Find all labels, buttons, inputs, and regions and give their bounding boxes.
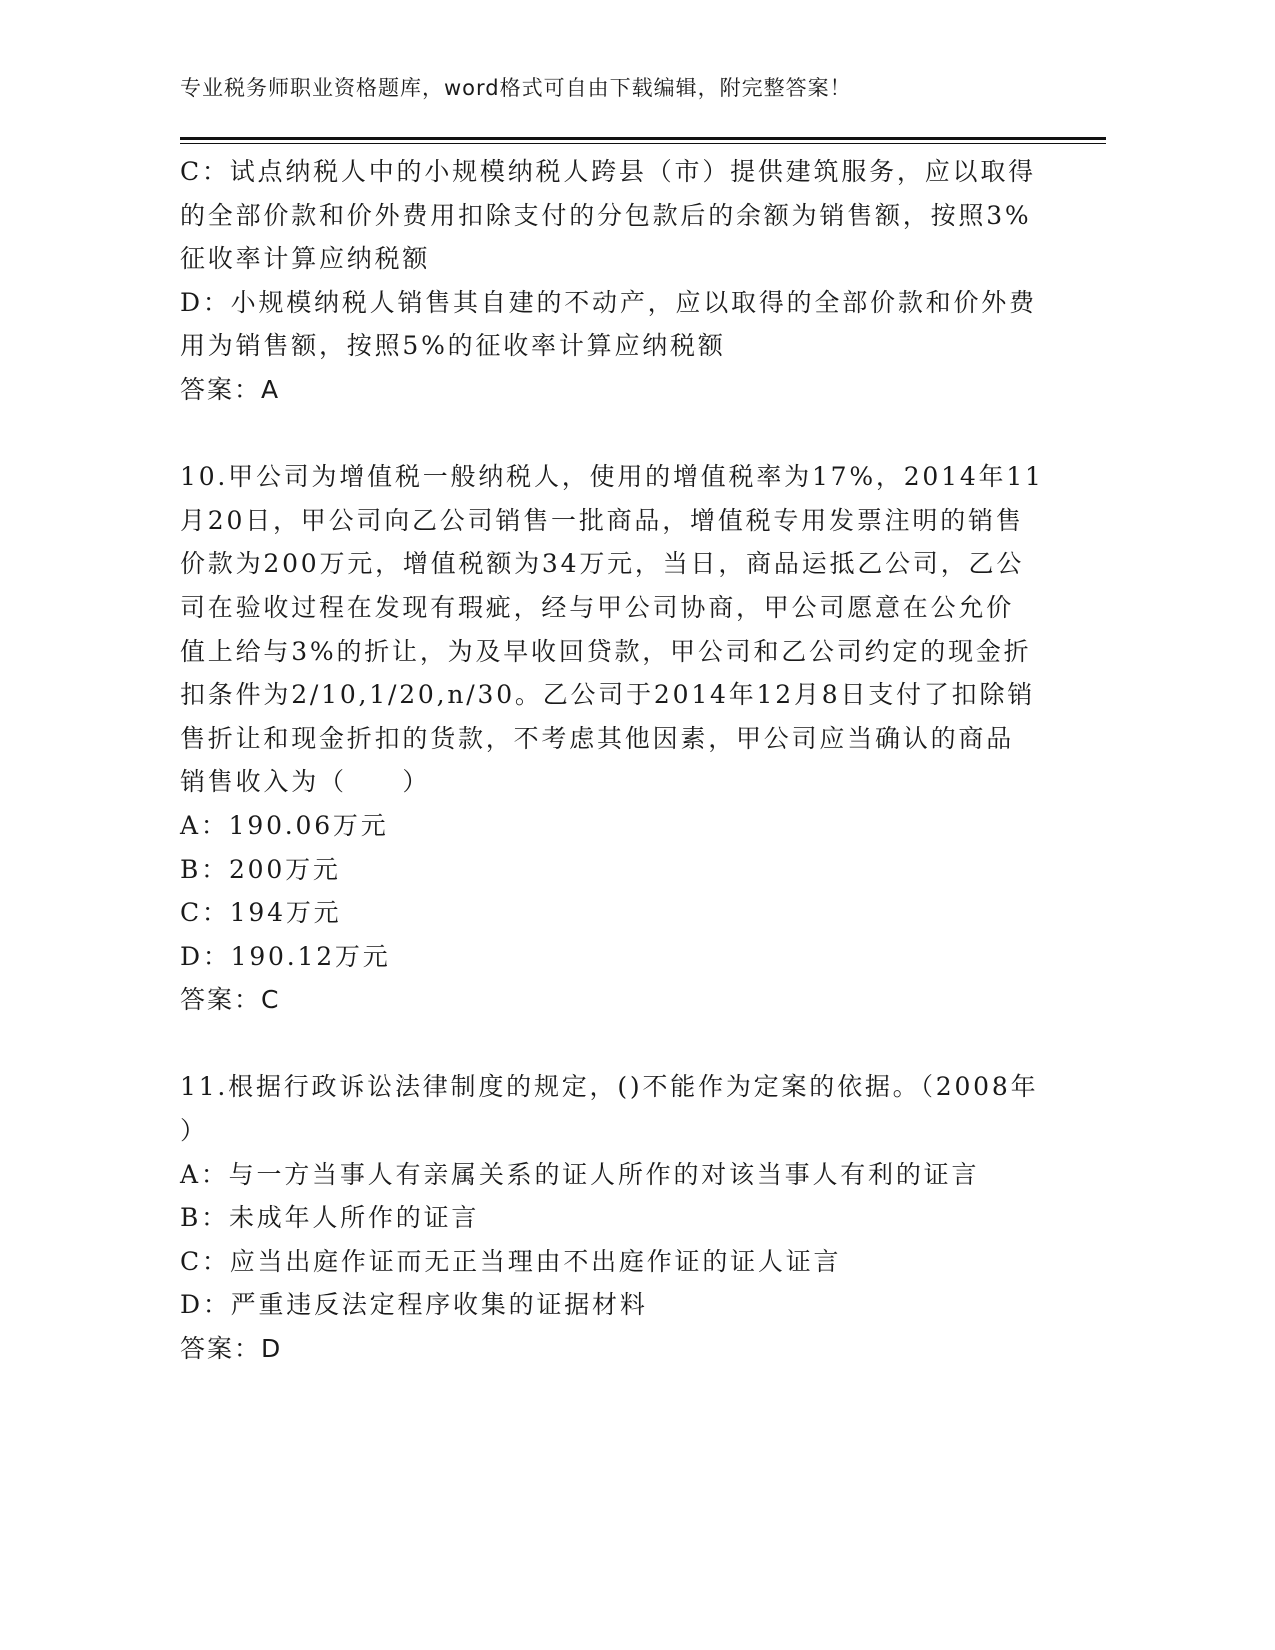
- question-10-block: [180, 455, 1044, 1022]
- option-c-line: 的全部价款和价外费用扣除支付的分包款后的余额为销售额，按照3%: [180, 200, 1032, 230]
- question-stem-line: ）: [180, 1116, 208, 1146]
- answer-label: 答案：A: [180, 374, 281, 404]
- option-d: D：190.12万元: [180, 941, 391, 971]
- option-b: B：200万元: [180, 854, 341, 884]
- answer-label: 答案：C: [180, 985, 281, 1015]
- spacer: [180, 412, 1030, 456]
- question-stem-line: 销售收入为（ ）: [180, 767, 431, 797]
- answer-label: 答案：D: [180, 1334, 283, 1364]
- question-stem-line: 值上给与3%的折让，为及早收回贷款，甲公司和乙公司约定的现金折: [180, 636, 1032, 666]
- option-c-line: C：试点纳税人中的小规模纳税人跨县（市）提供建筑服务，应以取得: [180, 157, 1036, 186]
- option-a: A：190.06万元: [180, 810, 389, 840]
- question-stem-line: 扣条件为2/10,1/20,n/30。乙公司于2014年12月8日支付了扣除销: [180, 680, 1036, 710]
- question-11-block: [180, 1065, 1039, 1370]
- question-stem-line: 月20日，甲公司向乙公司销售一批商品，增值税专用发票注明的销售: [180, 505, 1024, 535]
- question-stem-line: 价款为200万元，增值税额为34万元，当日，商品运抵乙公司，乙公: [180, 549, 1025, 579]
- question-stem-line: 司在验收过程在发现有瑕疵，经与甲公司协商，甲公司愿意在公允价: [180, 592, 1015, 622]
- option-c-line: 征收率计算应纳税额: [180, 244, 431, 274]
- option-d-line: D：小规模纳税人销售其自建的不动产，应以取得的全部价款和价外费: [180, 287, 1037, 317]
- prev-question-block: [180, 150, 1037, 412]
- option-d-line: 用为销售额，按照5%的征收率计算应纳税额: [180, 331, 726, 361]
- document-body: [180, 150, 1044, 1371]
- option-c: C：194万元: [180, 898, 342, 928]
- question-stem-line: 售折让和现金折扣的货款，不考虑其他因素，甲公司应当确认的商品: [180, 723, 1015, 753]
- option-a: A：与一方当事人有亲属关系的证人所作的对该当事人有利的证言: [180, 1159, 980, 1189]
- option-c: C：应当出庭作证而无正当理由不出庭作证的证人证言: [180, 1246, 842, 1276]
- spacer: [180, 1022, 1030, 1066]
- header-rule-thick: [180, 137, 1106, 140]
- question-stem-line: 11.根据行政诉讼法律制度的规定，()不能作为定案的依据。（2008年: [180, 1072, 1039, 1102]
- header-rule-thin: [180, 143, 1106, 144]
- question-stem-line: 10.甲公司为增值税一般纳税人，使用的增值税率为17%，2014年11: [180, 462, 1044, 492]
- option-d: D：严重违反法定程序收集的证据材料: [180, 1290, 648, 1320]
- page-header: 专业税务师职业资格题库，word格式可自由下载编辑，附完整答案！: [180, 76, 852, 100]
- option-b: B：未成年人所作的证言: [180, 1203, 480, 1233]
